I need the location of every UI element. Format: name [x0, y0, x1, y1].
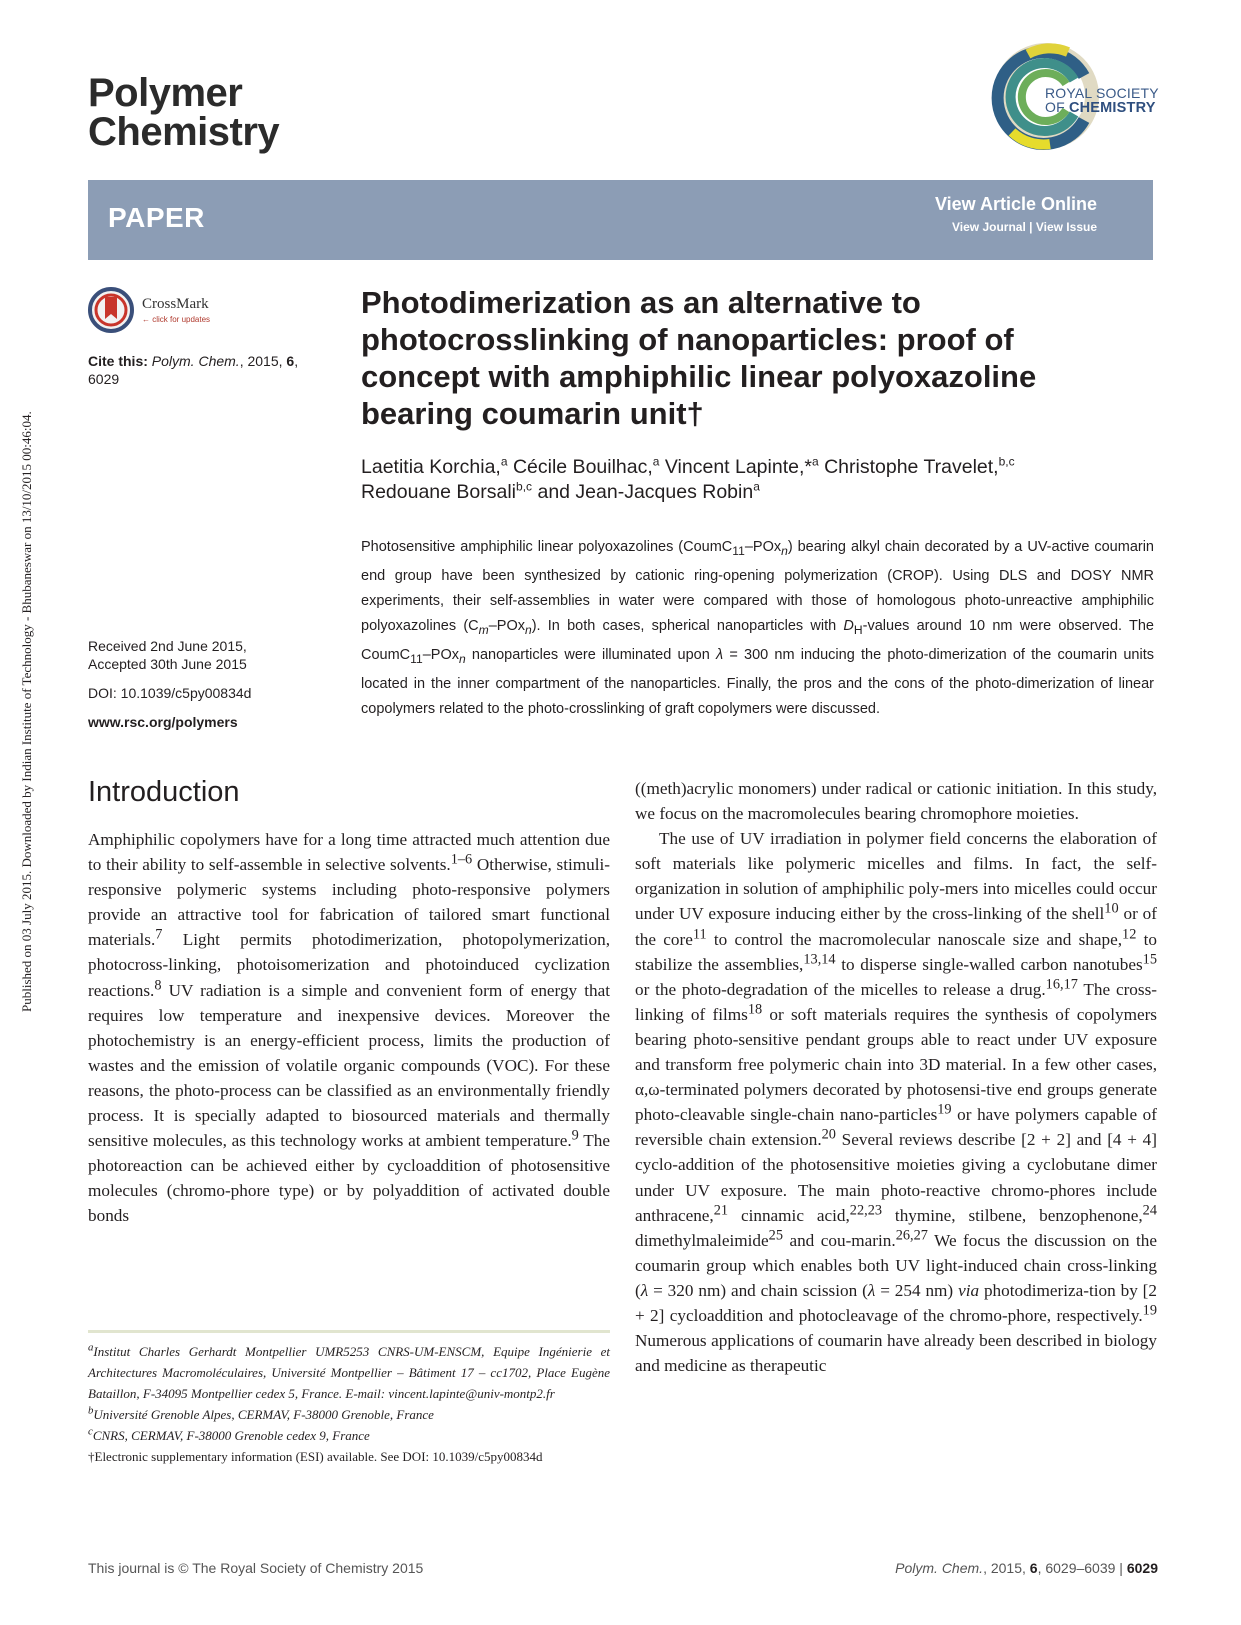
- reference-link[interactable]: 10: [1104, 900, 1119, 917]
- reference-link[interactable]: 11: [692, 925, 707, 942]
- doi[interactable]: DOI: 10.1039/c5py00834d: [88, 685, 252, 701]
- footnote-mark: b: [88, 1404, 94, 1417]
- author-affiliation: b,c: [516, 479, 533, 494]
- cite-journal: Polym. Chem.: [151, 353, 240, 369]
- footer-journal: Polym. Chem.: [895, 1560, 984, 1576]
- body-text: Amphiphilic copolymers have for a long time attracted much attention due to their ability to self-assemble in selective solvents.: [88, 830, 610, 875]
- reference-link[interactable]: 7: [155, 926, 163, 943]
- rsc-logo-line1: ROYAL SOCIETY: [1045, 85, 1159, 101]
- body-text: = 320 nm) and chain scission (: [648, 1280, 868, 1300]
- body-column-left: [88, 827, 610, 1229]
- body-text: to control the macromolecular nanoscale size and shape,: [706, 929, 1123, 949]
- cite-label: Cite this:: [88, 353, 152, 369]
- footnote-text: Institut Charles Gerhardt Montpellier UMR5253 CNRS-UM-ENSCM, Equipe Ingénierie et Architectures Macromoléculaires, Université Montpellier – Bâtiment 17 – cc1702, Place Eugène Bataillon, F-34095 Montpellier cedex 5, France. E-mail: vincent.lapinte@univ-montp2.fr: [88, 1344, 610, 1401]
- page-number: 6029: [1126, 1560, 1158, 1576]
- crossmark-badge[interactable]: [88, 287, 248, 337]
- abstract-sub: 11: [410, 651, 423, 666]
- reference-link[interactable]: 21: [713, 1201, 729, 1218]
- received-date: Received 2nd June 2015,: [88, 638, 247, 654]
- crossmark-subtitle-text: click for updates: [152, 315, 211, 324]
- abstract-text: Photosensitive amphiphilic linear polyoxazolines (CoumC: [361, 539, 733, 555]
- reference-link[interactable]: 8: [154, 976, 162, 993]
- reference-link[interactable]: 1–6: [450, 851, 473, 868]
- abstract-sub: H: [853, 622, 863, 637]
- reference-link[interactable]: 15: [1142, 950, 1157, 967]
- abstract-text: –POx: [744, 539, 782, 555]
- footer-citation: [850, 1560, 1158, 1576]
- section-heading-introduction: Introduction: [88, 776, 240, 808]
- article-title: Photodimerization as an alternative to photocrosslinking of nanoparticles: proof of concept with amphiphilic linear polyoxazoline bearing coumarin unit†: [361, 285, 1037, 431]
- footer-volume: 6: [1029, 1560, 1038, 1576]
- body-text: The use of UV irradiation in polymer field concerns the elaboration of soft materials like polymeric micelles and films. In fact, the self-organization in solution of amphiphilic poly-mers into micelles could occur under UV exposure inducing either by the cross-linking of the shell: [635, 829, 1157, 924]
- reference-link[interactable]: 16,17: [1045, 976, 1078, 993]
- cite-year: , 2015,: [239, 353, 287, 369]
- journal-url[interactable]: www.rsc.org/polymers: [88, 714, 238, 730]
- reference-link[interactable]: 24: [1142, 1201, 1157, 1218]
- abstract-text: ). In both cases, spherical nanoparticles with: [531, 617, 844, 634]
- body-text: Otherwise, stimuli-responsive polymeric systems including photo-responsive polymers provide an attractive tool for fabrication of tailored smart functional materials.: [88, 855, 610, 950]
- footer-separator: |: [1115, 1560, 1127, 1576]
- body-text: and cou-marin.: [782, 1230, 896, 1250]
- abstract-sub: n: [524, 622, 532, 637]
- footer-pages: , 6029–6039: [1037, 1560, 1116, 1576]
- abstract-sub: 11: [732, 543, 745, 558]
- footer-copyright: This journal is © The Royal Society of Chemistry 2015: [88, 1560, 424, 1576]
- body-text: UV radiation is a simple and convenient form of energy that requires low temperature and inexpensive devices. Moreover the photochemistry is an energy-efficient process, limits the production of wastes and the emission of volatile organic compounds (VOC). For these reasons, the photo-process can be classified as an environmentally friendly process. It is specially adapted to biosourced materials and thermally sensitive molecules, as this technology works at ambient temperature.: [88, 980, 610, 1151]
- body-text: or the photo-degradation of the micelles to release a drug.: [635, 979, 1046, 999]
- view-journal-link[interactable]: View Journal: [952, 220, 1026, 234]
- abstract-sub: n: [781, 543, 788, 558]
- body-text-italic: via: [958, 1280, 980, 1300]
- abstract-symbol: λ: [715, 646, 724, 663]
- body-text: We focus the discussion on the coumarin group which enables both UV light-induced chain cross-linking (: [635, 1230, 1157, 1300]
- author-name: Redouane Borsali: [361, 481, 517, 503]
- cite-page: 6029: [88, 371, 120, 387]
- abstract-text: ) bearing alkyl chain decorated by a UV-active coumarin end group have been synthesized by cationic ring-opening polymerization (CROP). Using DLS and DOSY NMR experiments, their self-assemblies in water were compared with those of homologous photo-unreactive amphiphilic polyoxazolines (C: [361, 539, 1154, 634]
- author-affiliation: b,c: [998, 454, 1015, 469]
- body-text: to stabilize the assemblies,: [635, 929, 1157, 974]
- article-type-banner: [88, 180, 1153, 260]
- body-text: Several reviews describe [2 + 2] and [4 + 4] cyclo-addition of the photosensitive moieties giving a cyclobutane dimer under UV exposure. The main photo-reactive chromo-phores include anthracene,: [635, 1130, 1157, 1225]
- reference-link[interactable]: 25: [768, 1226, 783, 1243]
- reference-link[interactable]: 20: [821, 1126, 836, 1143]
- author-list: [361, 455, 1151, 505]
- body-text: The cross-linking of films: [635, 979, 1157, 1024]
- footnotes: [88, 1341, 610, 1467]
- view-links-separator: |: [1025, 220, 1036, 234]
- symbol: λ: [867, 1280, 876, 1300]
- body-column-right: [635, 776, 1157, 1378]
- body-text: Light permits photodimerization, photopolymerization, photocross-linking, photoisomerization and photoinduced cyclization reactions.: [88, 930, 610, 1000]
- abstract-text: -values around 10 nm were observed. The CoumC: [361, 617, 1154, 663]
- cite-volume: 6: [286, 353, 295, 369]
- author-name: and Jean-Jacques Robin: [537, 481, 754, 503]
- author-affiliation: a: [652, 454, 660, 469]
- body-text: cinnamic acid,: [728, 1205, 850, 1225]
- footnote-affiliation-a: [88, 1341, 610, 1404]
- author-name: Vincent Lapinte,*: [664, 456, 812, 478]
- footnote-text: CNRS, CERMAV, F-38000 Grenoble cedex 9, France: [92, 1428, 370, 1443]
- body-text: photodimeriza-tion by [2 + 2] cycloaddition and photocleavage of the chromo-phore, respectively.: [635, 1280, 1157, 1325]
- abstract-sub: m: [478, 622, 489, 637]
- body-text: thymine, stilbene, benzophenone,: [882, 1205, 1143, 1225]
- body-text: = 254 nm): [875, 1280, 959, 1300]
- abstract-text: –POx: [422, 646, 459, 663]
- crossmark-subtitle: ← click for updates: [142, 315, 211, 324]
- reference-link[interactable]: 9: [571, 1127, 579, 1144]
- view-article-online-link[interactable]: View Article Online: [934, 194, 1097, 214]
- cite-sep: ,: [294, 353, 299, 369]
- symbol: λ: [640, 1280, 649, 1300]
- footnote-divider: [88, 1330, 610, 1333]
- paragraph: [88, 827, 610, 1229]
- body-text: dimethylmaleimide: [635, 1230, 769, 1250]
- body-text: Numerous applications of coumarin have already been described in biology and medicine as therapeutic: [635, 1331, 1157, 1376]
- rsc-logo-line2: [1045, 100, 1159, 115]
- article-type-label: PAPER: [108, 202, 205, 233]
- abstract: [361, 535, 1154, 722]
- body-text: to disperse single-walled carbon nanotubes: [835, 954, 1143, 974]
- author-name: Laetitia Korchia,: [361, 456, 501, 478]
- crossmark-icon: [88, 287, 134, 333]
- reference-link[interactable]: 19: [937, 1101, 952, 1118]
- accepted-date: Accepted 30th June 2015: [88, 656, 247, 672]
- download-stamp: Published on 03 July 2015. Downloaded by Indian Institute of Technology - Bhubaneswar on 13/10/2015 00:46:04.: [19, 411, 34, 1012]
- abstract-symbol: D: [843, 617, 854, 634]
- reference-link[interactable]: 18: [747, 1001, 763, 1018]
- reference-link[interactable]: 12: [1122, 925, 1137, 942]
- reference-link[interactable]: 22,23: [849, 1201, 883, 1218]
- footnote-mark: a: [88, 1341, 94, 1354]
- footnote-text: Université Grenoble Alpes, CERMAV, F-38000 Grenoble, France: [93, 1407, 434, 1422]
- reference-link[interactable]: 19: [1142, 1302, 1157, 1319]
- journal-name-line1: Polymer: [88, 71, 243, 115]
- rsc-logo-line2-bold: CHEMISTRY: [1068, 100, 1156, 116]
- footnote-affiliation-b: [88, 1404, 610, 1425]
- footnote-affiliation-c: [88, 1425, 610, 1446]
- rsc-logo-line2-prefix: OF: [1045, 99, 1069, 115]
- body-text: or have polymers capable of reversible chain extension.: [635, 1105, 1157, 1150]
- view-links: [952, 220, 1097, 234]
- author-affiliation: a: [753, 479, 760, 494]
- rsc-logo-text: [1045, 86, 1159, 115]
- abstract-text: = 300 nm inducing the photo-dimerization of the coumarin units located in the inner compartment of the nanoparticles. Finally, the pros and the cons of the photo-dimerization of linear copolymers related to the photo-crosslinking of graft copolymers were discussed.: [361, 646, 1154, 717]
- journal-name: [88, 71, 280, 154]
- footnote-esi: †Electronic supplementary information (ESI) available. See DOI: 10.1039/c5py00834d: [88, 1449, 543, 1464]
- author-name: Cécile Bouilhac,: [512, 456, 653, 478]
- footer-year: , 2015,: [983, 1560, 1030, 1576]
- body-text: or soft materials requires the synthesis of copolymers bearing photo-sensitive pendant groups able to react under UV exposure and transform free polymeric chain into 3D material. In a few other cases, α,ω-terminated polymers decorated by photosensi-tive end groups generate photo-cleavable single-chain nano-particles: [635, 1004, 1157, 1125]
- paragraph: [635, 826, 1157, 1378]
- author-affiliation: a: [500, 454, 508, 469]
- reference-link[interactable]: 13,14: [803, 950, 836, 967]
- paragraph: ((meth)acrylic monomers) under radical or cationic initiation. In this study, we focus on the macromolecules bearing chromophore moieties.: [635, 779, 1157, 824]
- abstract-text: nanoparticles were illuminated upon: [465, 646, 716, 663]
- view-issue-link[interactable]: View Issue: [1035, 220, 1097, 234]
- footnote-mark: c: [88, 1425, 93, 1438]
- citation: [88, 352, 328, 388]
- abstract-text: –POx: [488, 617, 525, 634]
- body-text: or of the core: [635, 904, 1157, 949]
- crossmark-title: CrossMark: [142, 296, 209, 312]
- journal-name-line2: Chemistry: [88, 110, 280, 154]
- reference-link[interactable]: 26,27: [895, 1226, 928, 1243]
- author-name: Christophe Travelet,: [824, 456, 999, 478]
- body-text: The photoreaction can be achieved either by cycloaddition of photosensitive molecules (chromo-phore type) or by polyaddition of activated double bonds: [88, 1131, 610, 1226]
- abstract-sub: n: [458, 651, 466, 666]
- author-affiliation: a: [811, 454, 819, 469]
